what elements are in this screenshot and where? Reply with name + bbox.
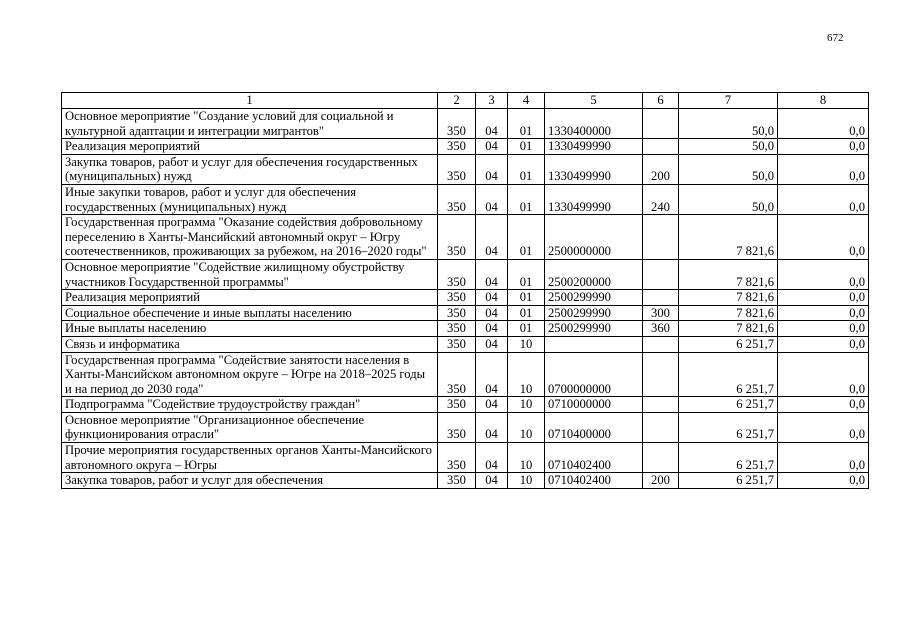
row-amount-8: 0,0 xyxy=(778,412,869,442)
header-col-3: 3 xyxy=(476,93,508,109)
row-amount-7: 6 251,7 xyxy=(679,412,778,442)
row-code-2: 350 xyxy=(438,305,476,321)
row-code-3: 04 xyxy=(476,336,508,352)
row-amount-8: 0,0 xyxy=(778,321,869,337)
row-code-6 xyxy=(643,109,679,139)
table-row xyxy=(62,305,869,321)
row-code-2: 350 xyxy=(438,154,476,184)
row-code-6: 240 xyxy=(643,184,679,214)
row-code-5: 1330499990 xyxy=(545,139,643,155)
row-name: Социальное обеспечение и иные выплаты населению xyxy=(62,305,438,321)
row-amount-7: 7 821,6 xyxy=(679,290,778,306)
row-amount-7: 6 251,7 xyxy=(679,397,778,413)
table-row xyxy=(62,443,869,473)
row-amount-7: 7 821,6 xyxy=(679,259,778,289)
row-name: Государственная программа "Содействие занятости населения в Ханты-Мансийском автономном округе – Югре на 2018–2025 годы и на период до 2030 года" xyxy=(62,352,438,397)
row-code-4: 10 xyxy=(508,473,545,489)
row-amount-7: 6 251,7 xyxy=(679,443,778,473)
row-code-3: 04 xyxy=(476,109,508,139)
row-amount-8: 0,0 xyxy=(778,154,869,184)
row-amount-8: 0,0 xyxy=(778,443,869,473)
row-code-6 xyxy=(643,443,679,473)
row-amount-8: 0,0 xyxy=(778,397,869,413)
header-col-6: 6 xyxy=(643,93,679,109)
row-name: Связь и информатика xyxy=(62,336,438,352)
row-code-4: 01 xyxy=(508,154,545,184)
table-row xyxy=(62,139,869,155)
row-code-4: 01 xyxy=(508,290,545,306)
row-code-6: 200 xyxy=(643,473,679,489)
row-code-5 xyxy=(545,336,643,352)
table-row xyxy=(62,215,869,260)
row-code-4: 10 xyxy=(508,336,545,352)
row-amount-8: 0,0 xyxy=(778,473,869,489)
table-row xyxy=(62,352,869,397)
row-amount-8: 0,0 xyxy=(778,290,869,306)
row-code-4: 01 xyxy=(508,321,545,337)
row-code-3: 04 xyxy=(476,352,508,397)
row-code-5: 2500299990 xyxy=(545,321,643,337)
row-amount-7: 7 821,6 xyxy=(679,215,778,260)
row-code-2: 350 xyxy=(438,259,476,289)
row-amount-7: 50,0 xyxy=(679,154,778,184)
row-amount-8: 0,0 xyxy=(778,352,869,397)
table-row xyxy=(62,109,869,139)
row-code-4: 10 xyxy=(508,443,545,473)
row-code-4: 01 xyxy=(508,184,545,214)
row-amount-7: 50,0 xyxy=(679,184,778,214)
table-row xyxy=(62,473,869,489)
row-code-6 xyxy=(643,259,679,289)
header-col-4: 4 xyxy=(508,93,545,109)
row-code-6 xyxy=(643,397,679,413)
table-row xyxy=(62,321,869,337)
row-name: Реализация мероприятий xyxy=(62,290,438,306)
row-code-3: 04 xyxy=(476,443,508,473)
table-row xyxy=(62,397,869,413)
row-code-3: 04 xyxy=(476,184,508,214)
row-code-3: 04 xyxy=(476,290,508,306)
row-code-2: 350 xyxy=(438,184,476,214)
row-amount-7: 7 821,6 xyxy=(679,305,778,321)
row-name: Закупка товаров, работ и услуг для обеспечения xyxy=(62,473,438,489)
row-code-5: 1330400000 xyxy=(545,109,643,139)
table-body xyxy=(62,109,869,489)
row-amount-8: 0,0 xyxy=(778,139,869,155)
row-code-3: 04 xyxy=(476,412,508,442)
row-code-2: 350 xyxy=(438,412,476,442)
row-code-2: 350 xyxy=(438,109,476,139)
row-code-2: 350 xyxy=(438,215,476,260)
table-row xyxy=(62,154,869,184)
row-name: Иные закупки товаров, работ и услуг для обеспечения государственных (муниципальных) нужд xyxy=(62,184,438,214)
table-row xyxy=(62,259,869,289)
header-col-8: 8 xyxy=(778,93,869,109)
row-code-6: 200 xyxy=(643,154,679,184)
row-code-2: 350 xyxy=(438,443,476,473)
row-code-5: 0710402400 xyxy=(545,443,643,473)
row-amount-7: 50,0 xyxy=(679,139,778,155)
page-number: 672 xyxy=(827,32,844,44)
row-code-2: 350 xyxy=(438,290,476,306)
row-amount-8: 0,0 xyxy=(778,184,869,214)
row-amount-8: 0,0 xyxy=(778,259,869,289)
budget-table xyxy=(61,92,869,489)
row-code-2: 350 xyxy=(438,352,476,397)
row-amount-8: 0,0 xyxy=(778,305,869,321)
row-code-5: 2500299990 xyxy=(545,305,643,321)
row-name: Государственная программа "Оказание содействия добровольному переселению в Ханты-Мансийский автономный округ – Югру соотечественников, проживающих за рубежом, на 2016–2020 годы" xyxy=(62,215,438,260)
row-code-6 xyxy=(643,290,679,306)
row-code-3: 04 xyxy=(476,473,508,489)
row-code-3: 04 xyxy=(476,305,508,321)
row-amount-8: 0,0 xyxy=(778,109,869,139)
table-row xyxy=(62,336,869,352)
row-code-4: 01 xyxy=(508,305,545,321)
row-code-6 xyxy=(643,139,679,155)
row-code-3: 04 xyxy=(476,259,508,289)
row-name: Иные выплаты населению xyxy=(62,321,438,337)
table-row xyxy=(62,412,869,442)
row-code-3: 04 xyxy=(476,154,508,184)
header-col-5: 5 xyxy=(545,93,643,109)
row-code-5: 2500200000 xyxy=(545,259,643,289)
row-name: Реализация мероприятий xyxy=(62,139,438,155)
row-name: Основное мероприятие "Организационное обеспечение функционирования отрасли" xyxy=(62,412,438,442)
row-code-5: 0710000000 xyxy=(545,397,643,413)
row-code-4: 01 xyxy=(508,139,545,155)
table-row xyxy=(62,184,869,214)
row-code-3: 04 xyxy=(476,215,508,260)
row-amount-7: 6 251,7 xyxy=(679,336,778,352)
row-amount-7: 6 251,7 xyxy=(679,473,778,489)
row-code-4: 10 xyxy=(508,412,545,442)
row-code-4: 01 xyxy=(508,259,545,289)
row-code-4: 10 xyxy=(508,352,545,397)
row-code-5: 2500299990 xyxy=(545,290,643,306)
row-code-5: 0700000000 xyxy=(545,352,643,397)
row-code-2: 350 xyxy=(438,139,476,155)
row-name: Прочие мероприятия государственных органов Ханты-Мансийского автономного округа – Югры xyxy=(62,443,438,473)
header-row xyxy=(62,93,869,109)
row-code-2: 350 xyxy=(438,473,476,489)
row-code-3: 04 xyxy=(476,139,508,155)
header-col-7: 7 xyxy=(679,93,778,109)
row-code-5: 1330499990 xyxy=(545,184,643,214)
row-code-6 xyxy=(643,215,679,260)
table-row xyxy=(62,290,869,306)
row-code-2: 350 xyxy=(438,397,476,413)
row-code-6 xyxy=(643,412,679,442)
row-code-2: 350 xyxy=(438,336,476,352)
row-amount-8: 0,0 xyxy=(778,336,869,352)
row-name: Подпрограмма "Содействие трудоустройству граждан" xyxy=(62,397,438,413)
row-code-5: 1330499990 xyxy=(545,154,643,184)
row-code-3: 04 xyxy=(476,321,508,337)
row-code-5: 0710402400 xyxy=(545,473,643,489)
row-code-5: 0710400000 xyxy=(545,412,643,442)
row-code-4: 01 xyxy=(508,215,545,260)
row-amount-7: 7 821,6 xyxy=(679,321,778,337)
row-code-6: 300 xyxy=(643,305,679,321)
row-amount-7: 50,0 xyxy=(679,109,778,139)
row-name: Основное мероприятие "Содействие жилищному обустройству участников Государственной программы" xyxy=(62,259,438,289)
row-name: Основное мероприятие "Создание условий для социальной и культурной адаптации и интеграции мигрантов" xyxy=(62,109,438,139)
row-code-4: 01 xyxy=(508,109,545,139)
row-code-5: 2500000000 xyxy=(545,215,643,260)
row-amount-7: 6 251,7 xyxy=(679,352,778,397)
row-code-6 xyxy=(643,336,679,352)
row-code-2: 350 xyxy=(438,321,476,337)
row-code-6: 360 xyxy=(643,321,679,337)
header-col-1: 1 xyxy=(62,93,438,109)
row-name: Закупка товаров, работ и услуг для обеспечения государственных (муниципальных) нужд xyxy=(62,154,438,184)
row-code-6 xyxy=(643,352,679,397)
row-code-3: 04 xyxy=(476,397,508,413)
row-code-4: 10 xyxy=(508,397,545,413)
row-amount-8: 0,0 xyxy=(778,215,869,260)
header-col-2: 2 xyxy=(438,93,476,109)
